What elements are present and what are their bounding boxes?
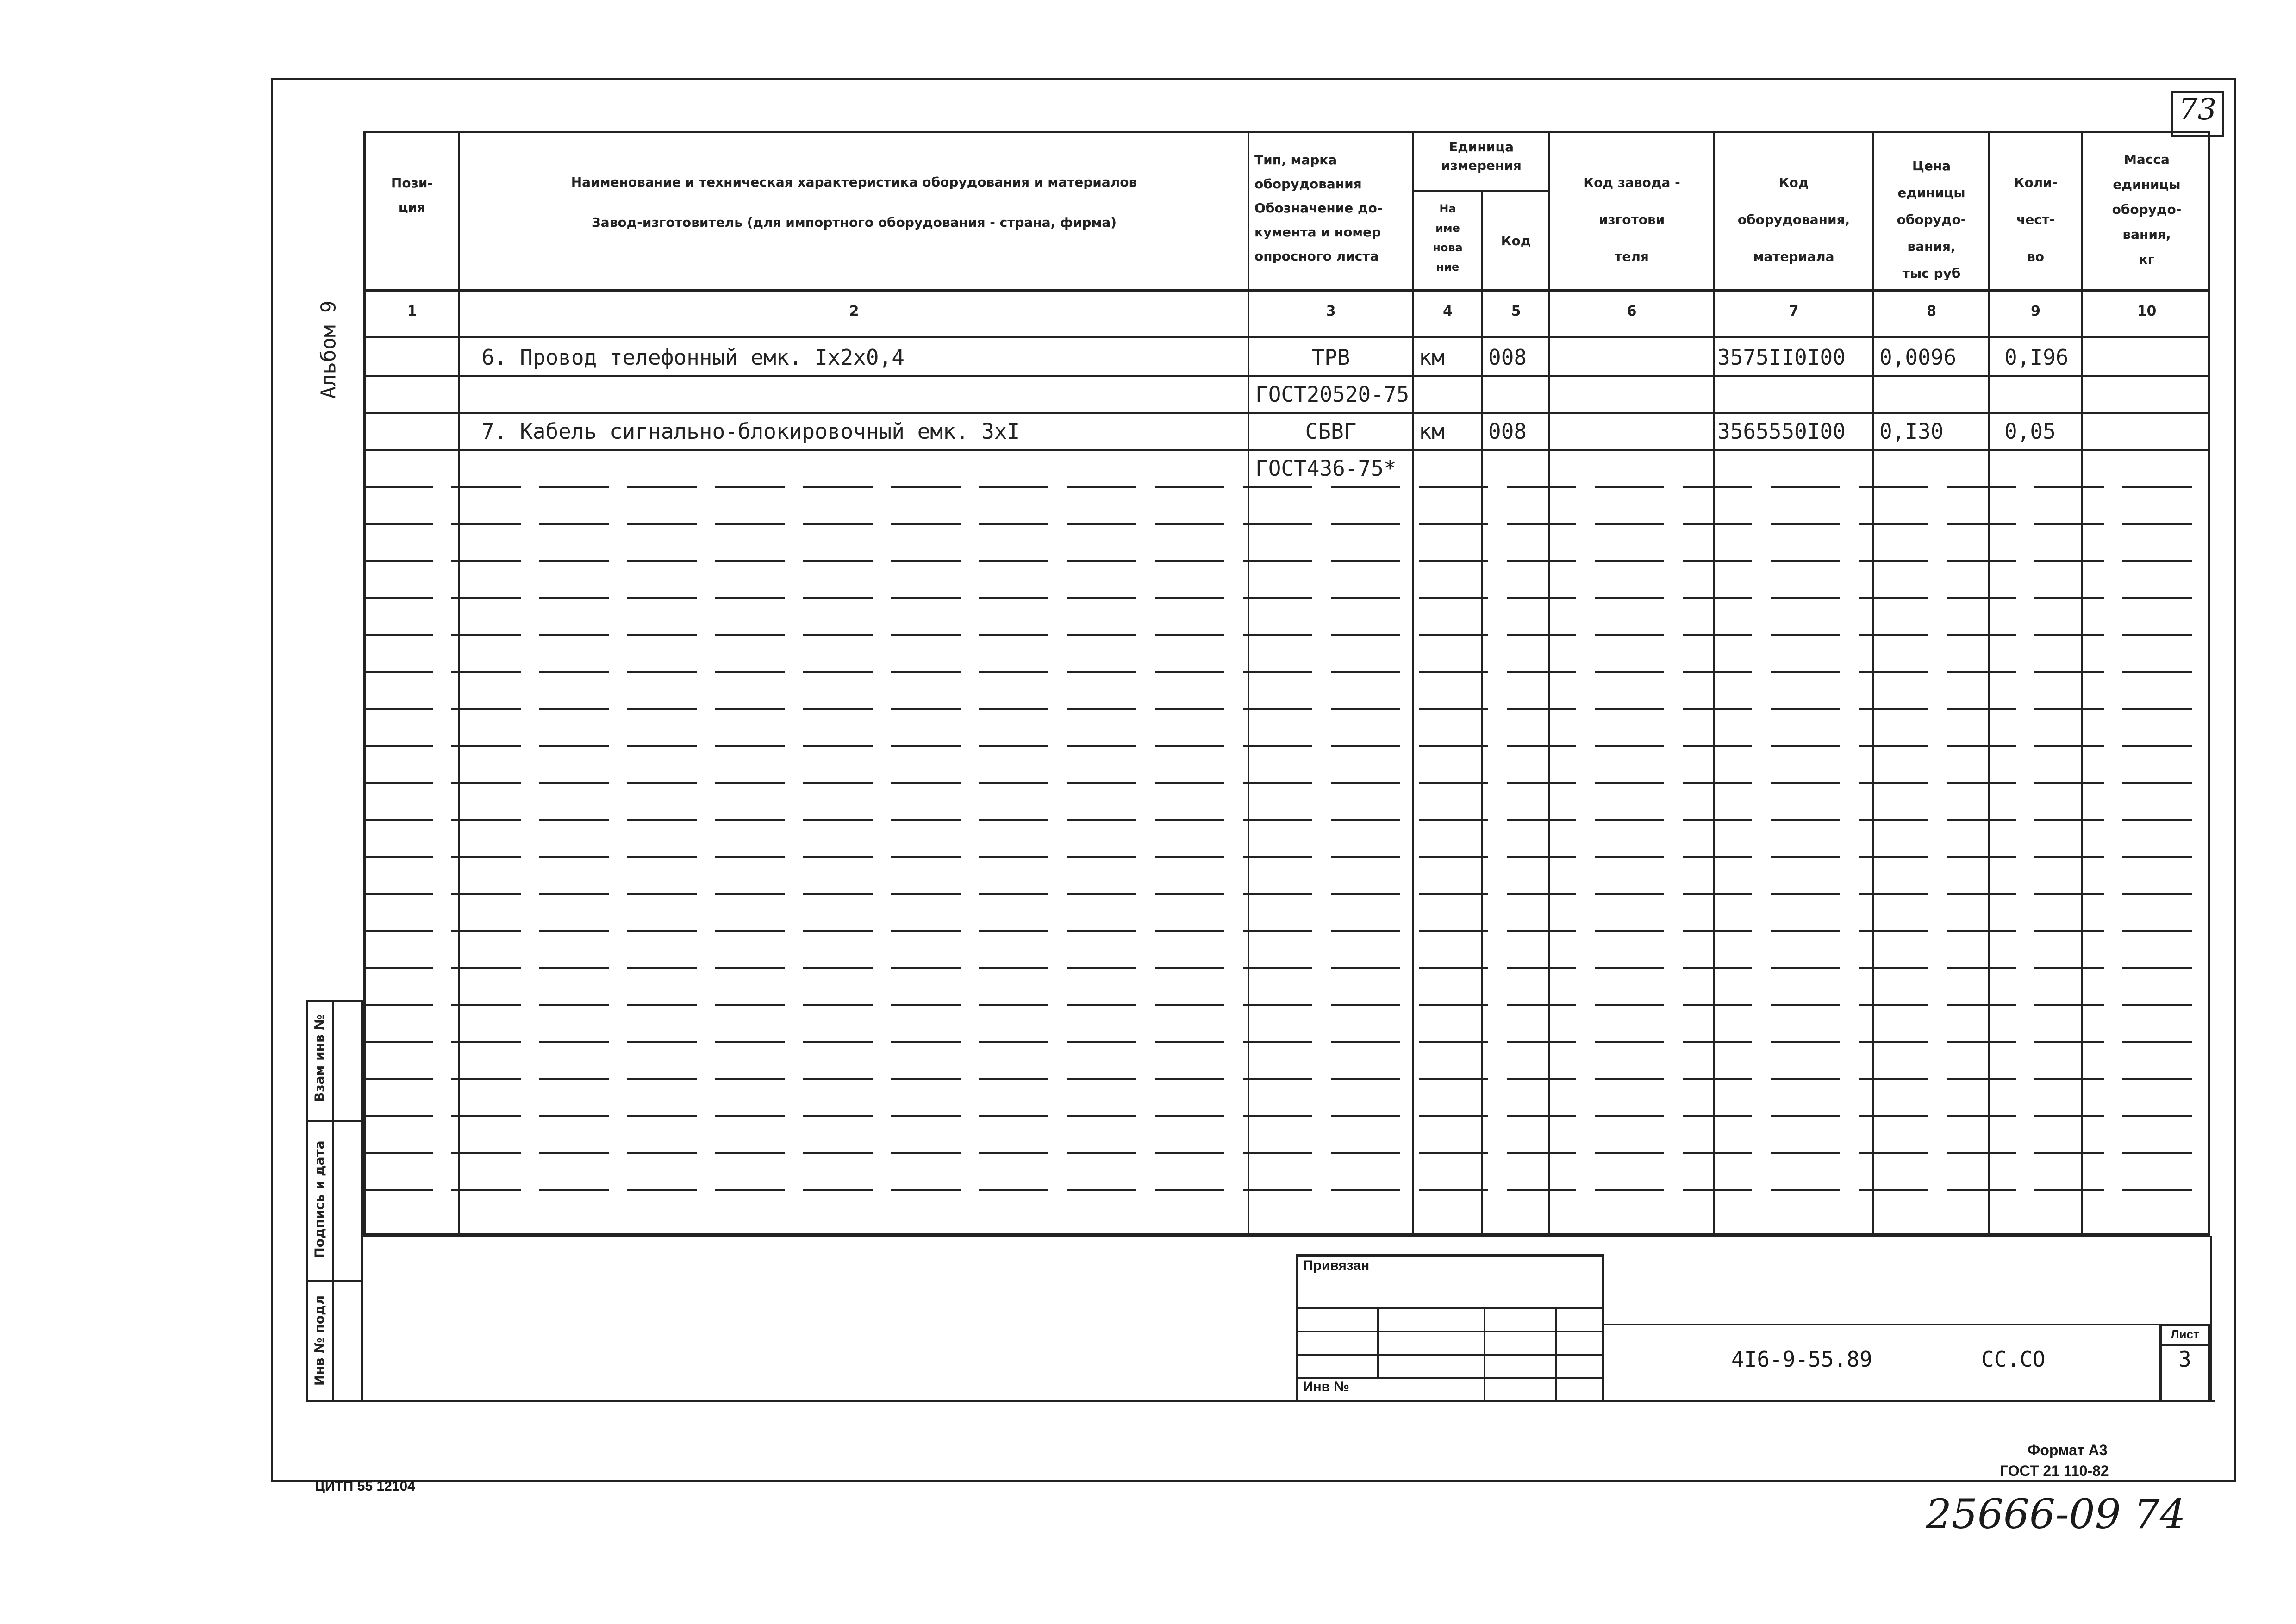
row-1-equip-code: 3575II0I00: [1717, 345, 1846, 370]
row-4-type: ГОСТ436-75*: [1255, 456, 1397, 481]
row-1-qty: 0,I96: [2004, 345, 2069, 370]
col-num-10: 10: [2137, 303, 2157, 319]
footer-gost: ГОСТ 21 110-82: [2000, 1462, 2109, 1479]
album-label: Альбом 9: [317, 300, 341, 399]
doc-suffix: СС.СО: [1981, 1347, 2046, 1372]
header-unit-group: Единица измерения: [1441, 139, 1522, 173]
sheet-label: Лист: [2171, 1327, 2199, 1341]
row-3-unit-code: 008: [1488, 419, 1527, 444]
row-3-type: СБВГ: [1305, 419, 1357, 444]
row-1-name: 6. Провод телефонный емк. Iх2х0,4: [481, 345, 905, 370]
header-position: Пози- ция: [391, 175, 433, 215]
spec-table: [363, 131, 2210, 1237]
col-num-7: 7: [1789, 303, 1799, 319]
col-num-2: 2: [849, 303, 859, 319]
col-num-9: 9: [2031, 303, 2040, 319]
row-3-qty: 0,05: [2004, 419, 2056, 444]
col-num-5: 5: [1511, 303, 1521, 319]
row-1-unit: км: [1419, 345, 1445, 370]
header-quantity: Коли- чест- во: [2014, 175, 2058, 264]
header-name-line2: Завод-изготовитель (для импортного оборудования - страна, фирма): [591, 215, 1117, 230]
header-unit-code: Код: [1501, 233, 1531, 249]
col-num-8: 8: [1927, 303, 1936, 319]
doc-code: 4I6-9-55.89: [1731, 1347, 1872, 1372]
header-price: Цена единицы оборудо- вания, тыс руб: [1897, 158, 1966, 281]
col-num-3: 3: [1326, 303, 1336, 319]
privyazan-label: Привязан: [1303, 1258, 1370, 1273]
side-label-inv: Инв № подл: [312, 1295, 327, 1386]
side-label-vzam: Взам инв №: [312, 1014, 327, 1102]
header-factory-code: Код завода - изготови теля: [1583, 175, 1680, 264]
col-num-4: 4: [1443, 303, 1453, 319]
row-1-price: 0,0096: [1879, 345, 1957, 370]
footer-handwritten: 25666-09 74: [1926, 1490, 2186, 1538]
row-1-unit-code: 008: [1488, 345, 1527, 370]
header-equip-code: Код оборудования, материала: [1737, 175, 1850, 264]
header-mass: Масса единицы оборудо- вания, кг: [2112, 152, 2182, 267]
row-3-equip-code: 3565550I00: [1717, 419, 1846, 444]
inv-no-label: Инв №: [1303, 1379, 1349, 1394]
footer-left: ЦИТП 55 12104: [315, 1479, 415, 1494]
footer-format: Формат А3: [2028, 1442, 2108, 1458]
col-num-1: 1: [407, 303, 417, 319]
sheet-number: 3: [2178, 1347, 2191, 1372]
row-3-unit: км: [1419, 419, 1445, 444]
header-type: Тип, марка оборудования Обозначение до- кумента и номер опросного листа: [1254, 152, 1383, 264]
row-1-type: ТРВ: [1311, 345, 1350, 370]
row-3-name: 7. Кабель сигнально-блокировочный емк. 3хI: [481, 419, 1020, 444]
row-3-price: 0,I30: [1879, 419, 1944, 444]
side-label-podpis: Подпись и дата: [312, 1140, 327, 1258]
page-number: 73: [2178, 93, 2217, 127]
header-unit-name: На име нова ние: [1433, 202, 1463, 274]
header-name-line1: Наименование и техническая характеристика оборудования и материалов: [571, 174, 1137, 190]
col-num-6: 6: [1627, 303, 1637, 319]
row-2-type: ГОСТ20520-75: [1255, 382, 1410, 407]
